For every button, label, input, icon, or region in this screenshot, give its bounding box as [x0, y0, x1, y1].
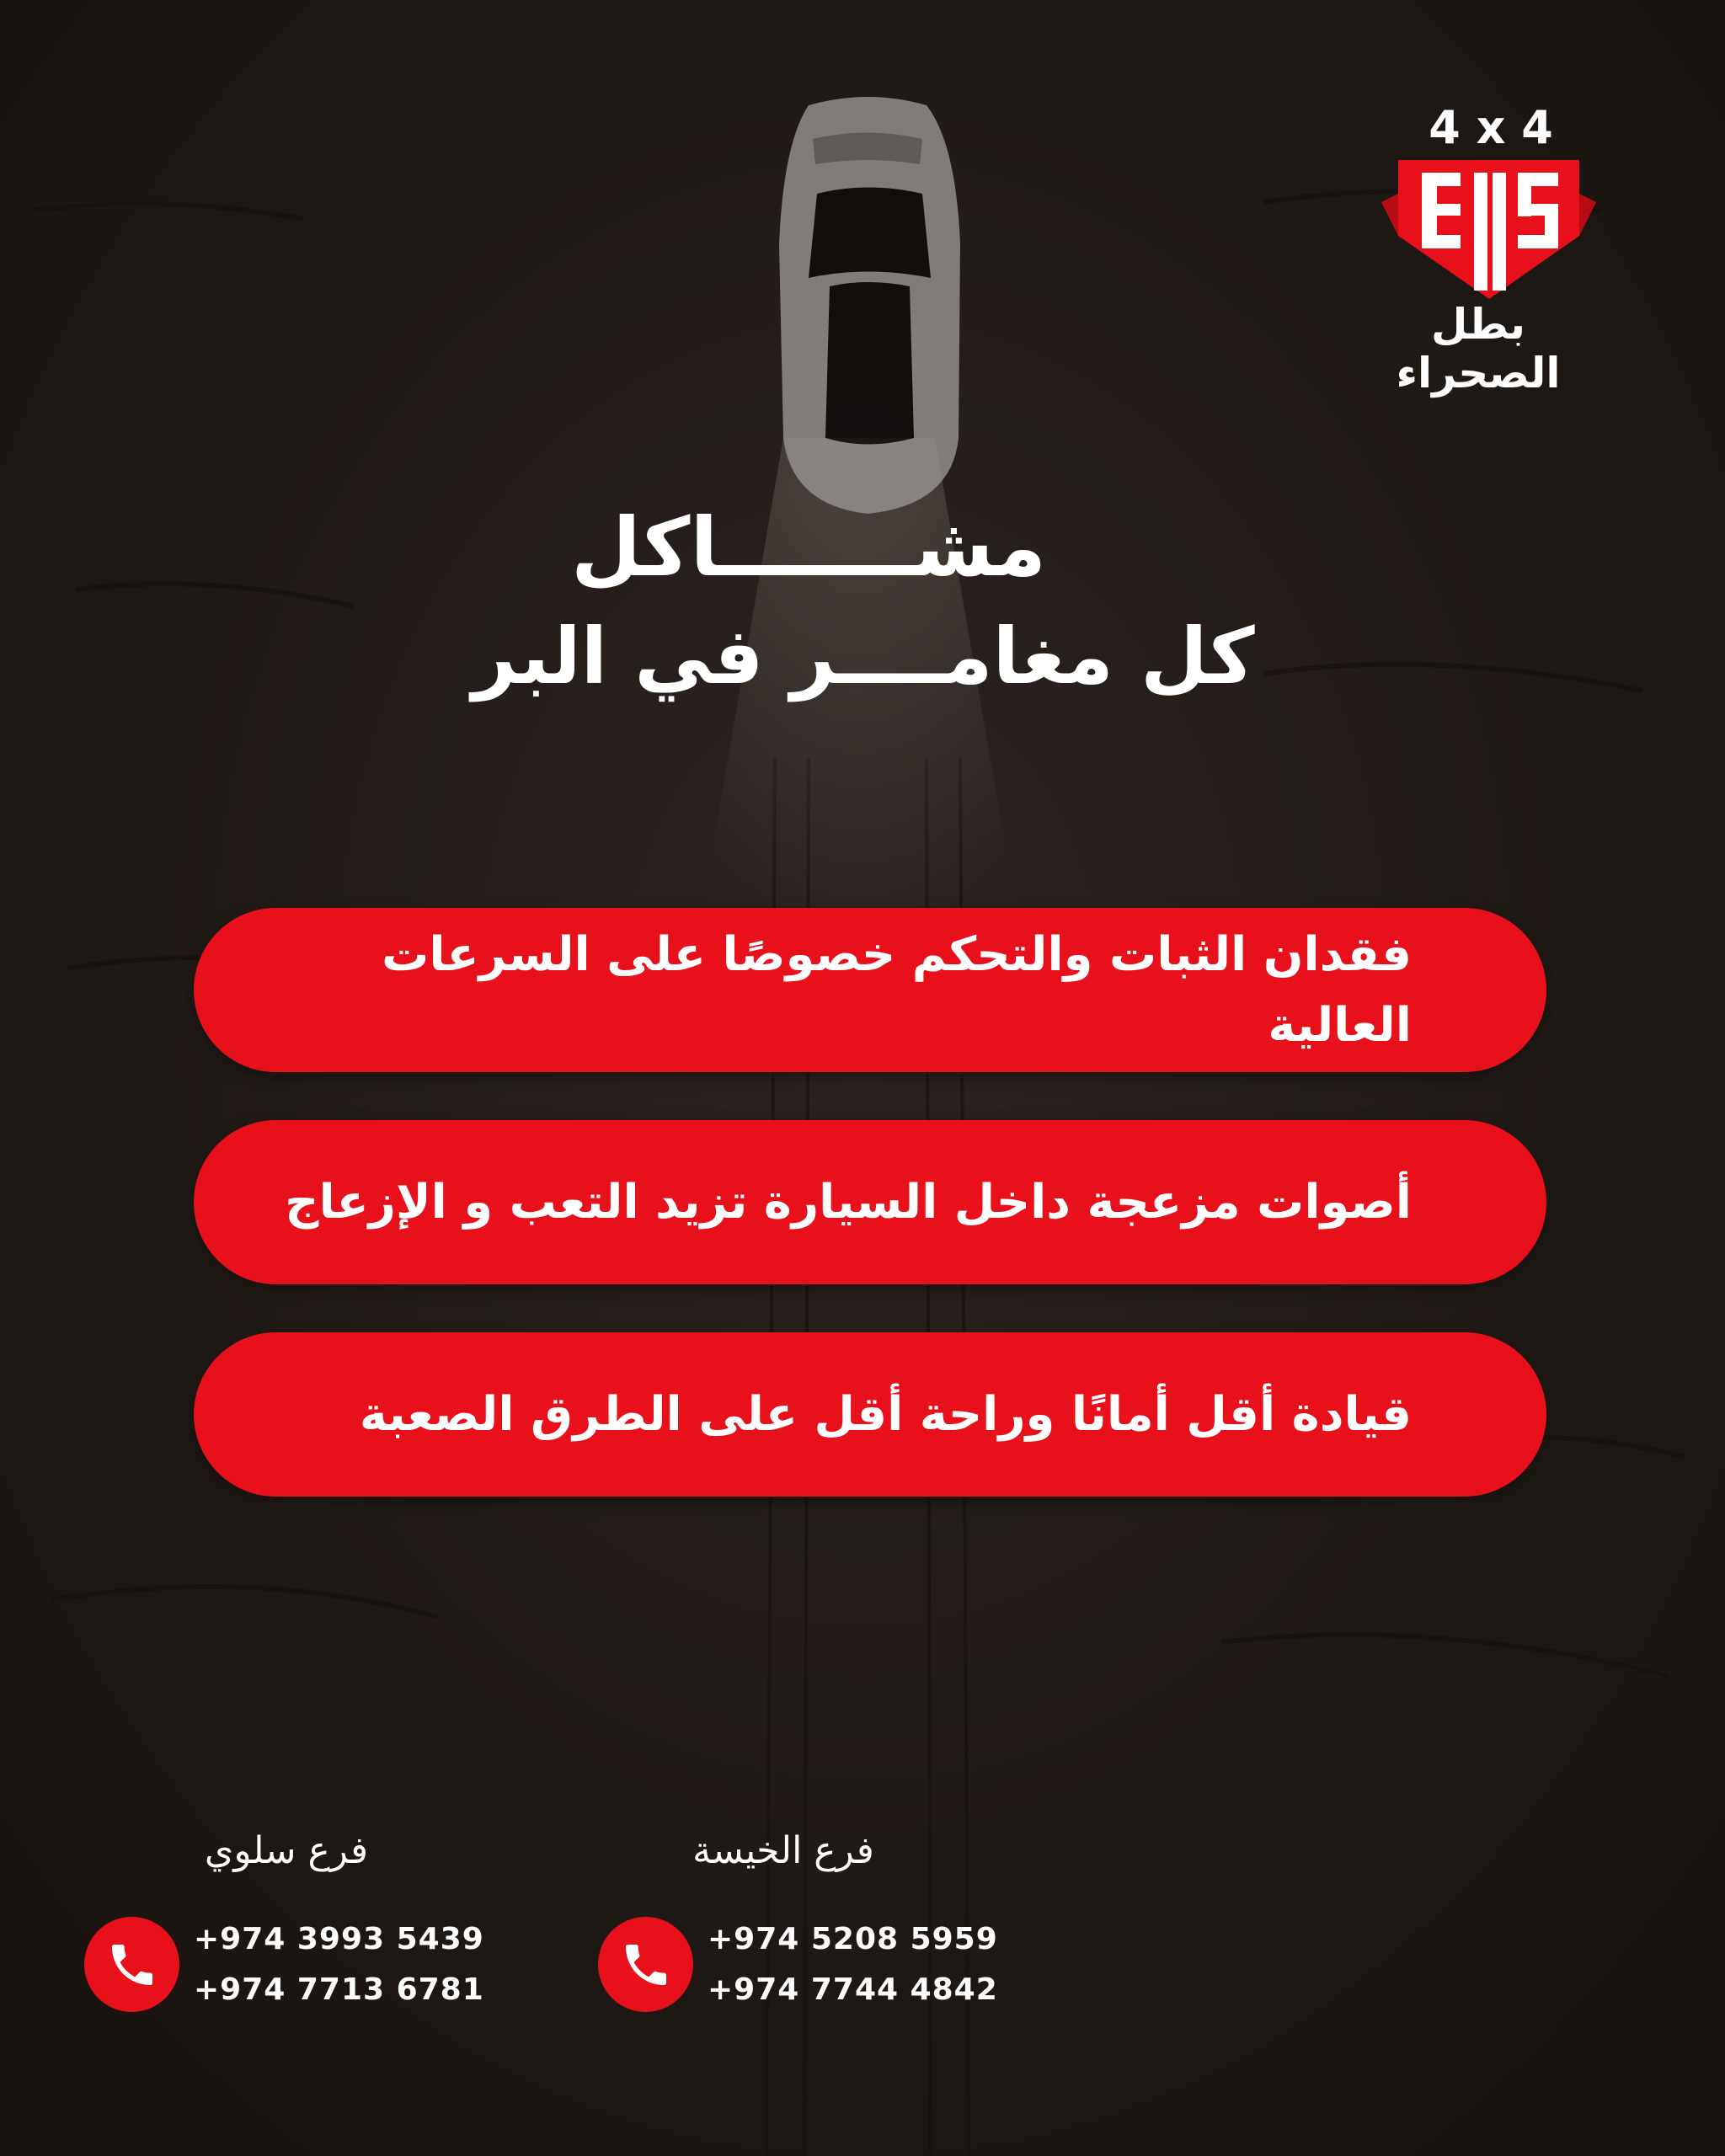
phone-number[interactable]: +974 3993 5439: [194, 1922, 484, 1956]
phone-number[interactable]: +974 7713 6781: [194, 1972, 484, 2007]
brand-name: بطل الصحراء: [1396, 300, 1561, 398]
brand-logo: [1356, 93, 1626, 398]
phone-button[interactable]: [598, 1917, 693, 2012]
phone-number[interactable]: +974 5208 5959: [708, 1922, 998, 1956]
bas-shield-logo: [1356, 93, 1626, 312]
phone-number[interactable]: +974 7744 4842: [708, 1972, 998, 2007]
problem-pill-3: [194, 1332, 1546, 1497]
problem-text-1: فقدان الثبات والتحكم خصوصًا على السرعات العالية: [382, 926, 1412, 1053]
logo-4x4-text: 4 x 4: [1429, 101, 1553, 154]
branch-salwa: [80, 1828, 518, 2030]
headline-line-1: مشـــــــاكل: [570, 500, 1047, 595]
problem-text-2: أصوات مزعجة داخل السيارة تزيد التعب و الإزعاج: [285, 1174, 1412, 1230]
branch-khaisa: [594, 1828, 1032, 2030]
phone-button[interactable]: [84, 1917, 179, 2012]
problem-pill-2: [194, 1120, 1546, 1284]
problem-pill-1: [194, 908, 1546, 1072]
branch-name: فرع الخيسة: [692, 1829, 874, 1872]
headline-line-2: كل مغامــــر في البر: [472, 611, 1255, 702]
problem-text-3: قيادة أقل أمانًا وراحة أقل على الطرق الصعبة: [359, 1386, 1412, 1442]
phone-icon: [105, 1938, 159, 1992]
branch-name: فرع سلوي: [204, 1829, 369, 1872]
headline: [379, 493, 1348, 712]
phone-icon: [619, 1938, 673, 1992]
